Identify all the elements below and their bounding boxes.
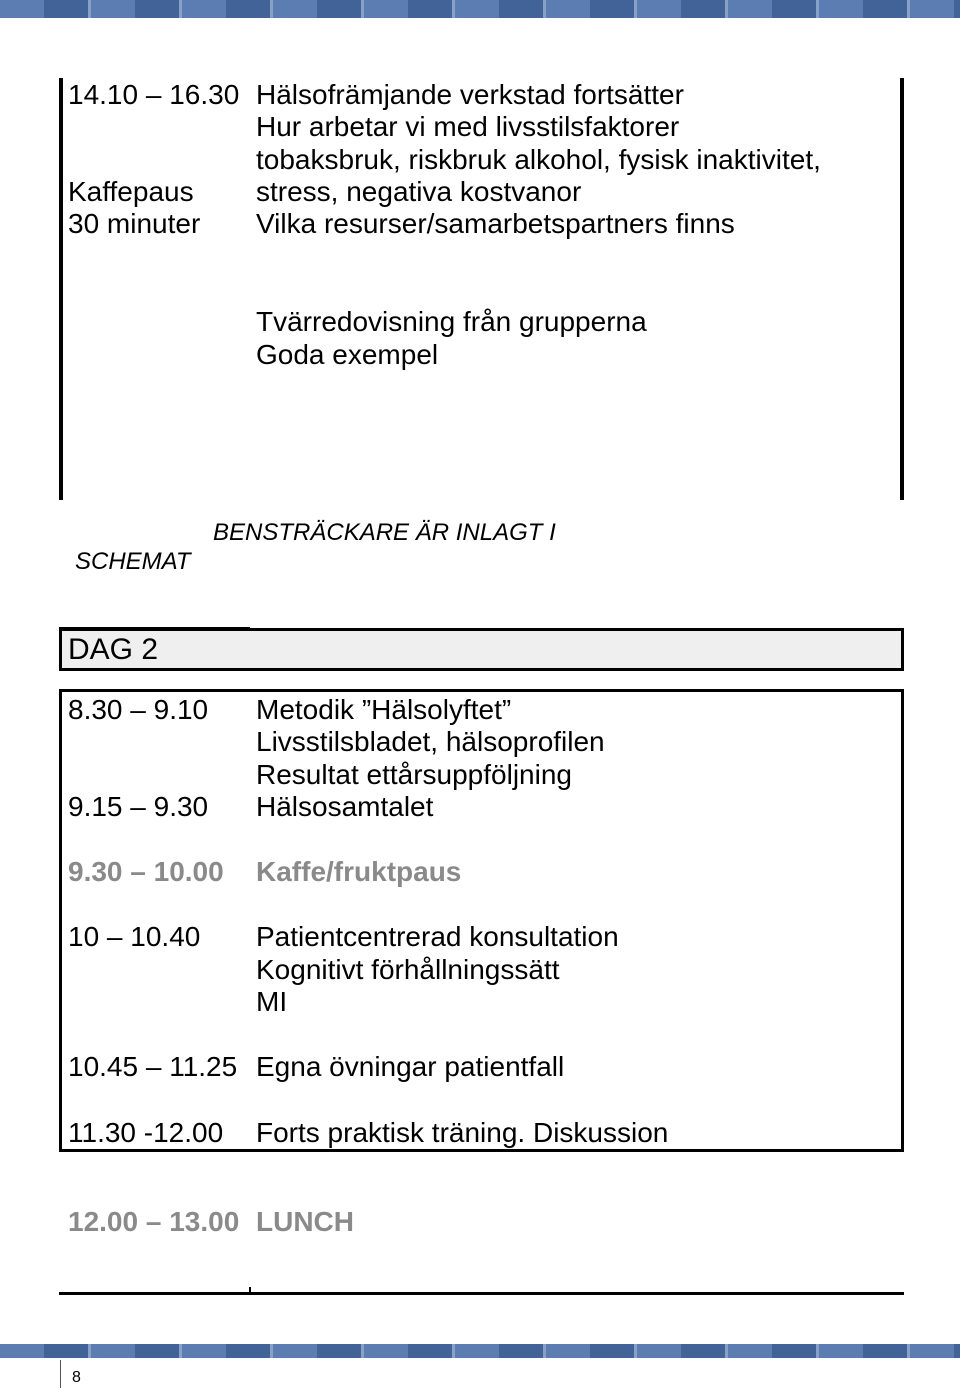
day-title: DAG 2 xyxy=(68,633,159,666)
afternoon-right-border xyxy=(900,78,904,500)
schedule-line: MI xyxy=(256,986,288,1017)
page-number: 8 xyxy=(72,1369,81,1386)
schedule-line: Egna övningar patientfall xyxy=(256,1051,565,1082)
schedule-time: 10 – 10.40 xyxy=(68,921,201,952)
bottom-rule xyxy=(59,1292,904,1295)
schedule-line: Patientcentrerad konsultation xyxy=(256,921,619,952)
note-line-1: BENSTRÄCKARE ÄR INLAGT I xyxy=(213,519,556,546)
lunch-time: 12.00 – 13.00 xyxy=(68,1206,240,1237)
schedule-time: 11.30 -12.00 xyxy=(68,1117,224,1148)
bottom-rule-tick xyxy=(249,1287,251,1293)
schedule-line: Resultat ettårsuppföljning xyxy=(256,759,572,790)
schedule-line: Forts praktisk träning. Diskussion xyxy=(256,1117,669,1148)
afternoon-time: 14.10 – 16.30 xyxy=(68,79,240,110)
coffee-break-label: Kaffe/fruktpaus xyxy=(256,856,462,887)
schedule-line: Metodik ”Hälsolyftet” xyxy=(256,694,512,725)
break-duration: 30 minuter xyxy=(68,208,201,239)
lunch-label: LUNCH xyxy=(256,1206,354,1237)
schedule-time: 10.45 – 11.25 xyxy=(68,1051,238,1082)
day-header-accent xyxy=(59,627,250,629)
afternoon-line: stress, negativa kostvanor xyxy=(256,176,582,207)
summary-line: Goda exempel xyxy=(256,339,439,370)
afternoon-line: tobaksbruk, riskbruk alkohol, fysisk inaktivitet, xyxy=(256,144,821,175)
schedule-time: 9.15 – 9.30 xyxy=(68,791,209,822)
day-header xyxy=(59,628,904,671)
coffee-break-time: 9.30 – 10.00 xyxy=(68,856,224,887)
schedule-time: 8.30 – 9.10 xyxy=(68,694,209,725)
footer-band xyxy=(0,1344,960,1358)
footer-divider xyxy=(60,1360,61,1388)
afternoon-line: Vilka resurser/samarbetspartners finns xyxy=(256,208,735,239)
schedule-line: Kognitivt förhållningssätt xyxy=(256,954,560,985)
schedule-line: Livsstilsbladet, hälsoprofilen xyxy=(256,726,605,757)
afternoon-left-border xyxy=(59,78,63,500)
note-line-2: SCHEMAT xyxy=(75,548,191,575)
header-band xyxy=(0,0,960,18)
break-label: Kaffepaus xyxy=(68,176,194,207)
summary-line: Tvärredovisning från grupperna xyxy=(256,306,647,337)
schedule-line: Hälsosamtalet xyxy=(256,791,434,822)
afternoon-line: Hur arbetar vi med livsstilsfaktorer xyxy=(256,111,680,142)
afternoon-line: Hälsofrämjande verkstad fortsätter xyxy=(256,79,684,110)
